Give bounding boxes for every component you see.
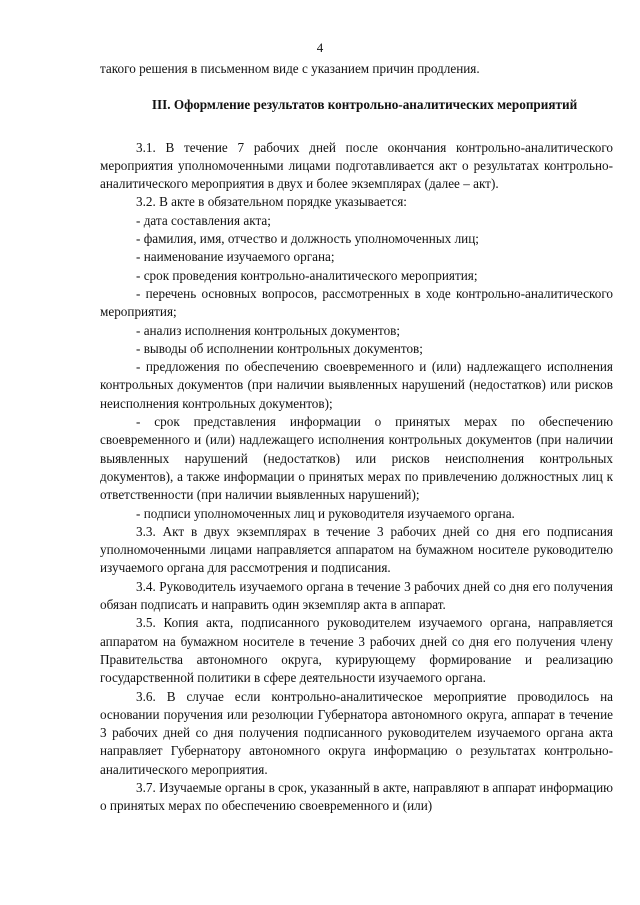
paragraph-3-5: 3.5. Копия акта, подписанного руководителем изучаемого органа, направляется аппаратом на бумажном носителе в течение 3 рабочих дней со дня его получения члену Правительства автономного округа, курирующему формирование и реализацию государственной политики в сфере деятельности изучаемого органа. [100,615,613,686]
list-item: - перечень основных вопросов, рассмотренных в ходе контрольно-аналитического мероприятия; [100,285,613,320]
list-item: - наименование изучаемого органа; [136,249,335,265]
paragraph-3-4: 3.4. Руководитель изучаемого органа в течение 3 рабочих дней со дня его получения обязан подписать и направить один экземпляр акта в аппарат. [100,578,613,613]
list-item: - анализ исполнения контрольных документов; [136,322,401,338]
paragraph-3-3: 3.3. Акт в двух экземплярах в течение 3 рабочих дней со дня его подписания уполномоченными лицами направляется аппаратом на бумажном носителе руководителю изучаемого органа для рассмотрения и подписания. [100,523,613,576]
paragraph-continuation: такого решения в письменном виде с указанием причин продления. [100,61,480,76]
list-item: - предложения по обеспечению своевременного и (или) надлежащего исполнения контрольных документов (при наличии выявленных нарушений (недостатков) или рисков неисполнения контрольных документов); [100,359,613,411]
paragraph-3-2: 3.2. В акте в обязательном порядке указывается: [136,194,407,210]
list-item: - выводы об исполнении контрольных документов; [136,340,423,356]
paragraph-3-1: 3.1. В течение 7 рабочих дней после окончания контрольно-аналитического мероприятия уполномоченными лицами подготавливается акт о результатах контрольно-аналитического мероприятия в двух и более экземплярах (далее – акт). [100,139,613,192]
list-item: - срок проведения контрольно-аналитического мероприятия; [136,267,478,283]
list-item: - срок представления информации о принятых мерах по обеспечению своевременного и (или) надлежащего исполнения контрольных документов (при наличии выявленных нарушений (недостатков) или рисков неисполнения контрольных документов), а также информации о принятых мерах по привлечению должностных лиц к ответственности (при наличии выявленных нарушений); [100,414,613,503]
paragraph-3-6: 3.6. В случае если контрольно-аналитическое мероприятие проводилось на основании поручения или резолюции Губернатора автономного округа, аппарат в течение 3 рабочих дней со дня получения подписанного руководителем изучаемого органа акта направляет Губернатору автономного округа информацию о результатах контрольно-аналитического мероприятия. [100,688,613,777]
section-heading: III. Оформление результатов контрольно-аналитических мероприятий [151,97,578,113]
paragraph-3-7: 3.7. Изучаемые органы в срок, указанный в акте, направляют в аппарат информацию о принятых мерах по обеспечению своевременного и (или) [100,779,613,814]
document-body [100,60,613,816]
list-item: - дата составления акта; [136,212,271,228]
list-item: - подписи уполномоченных лиц и руководителя изучаемого органа. [136,505,515,521]
page-number: 4 [316,40,324,55]
list-item: - фамилия, имя, отчество и должность уполномоченных лиц; [136,231,479,247]
